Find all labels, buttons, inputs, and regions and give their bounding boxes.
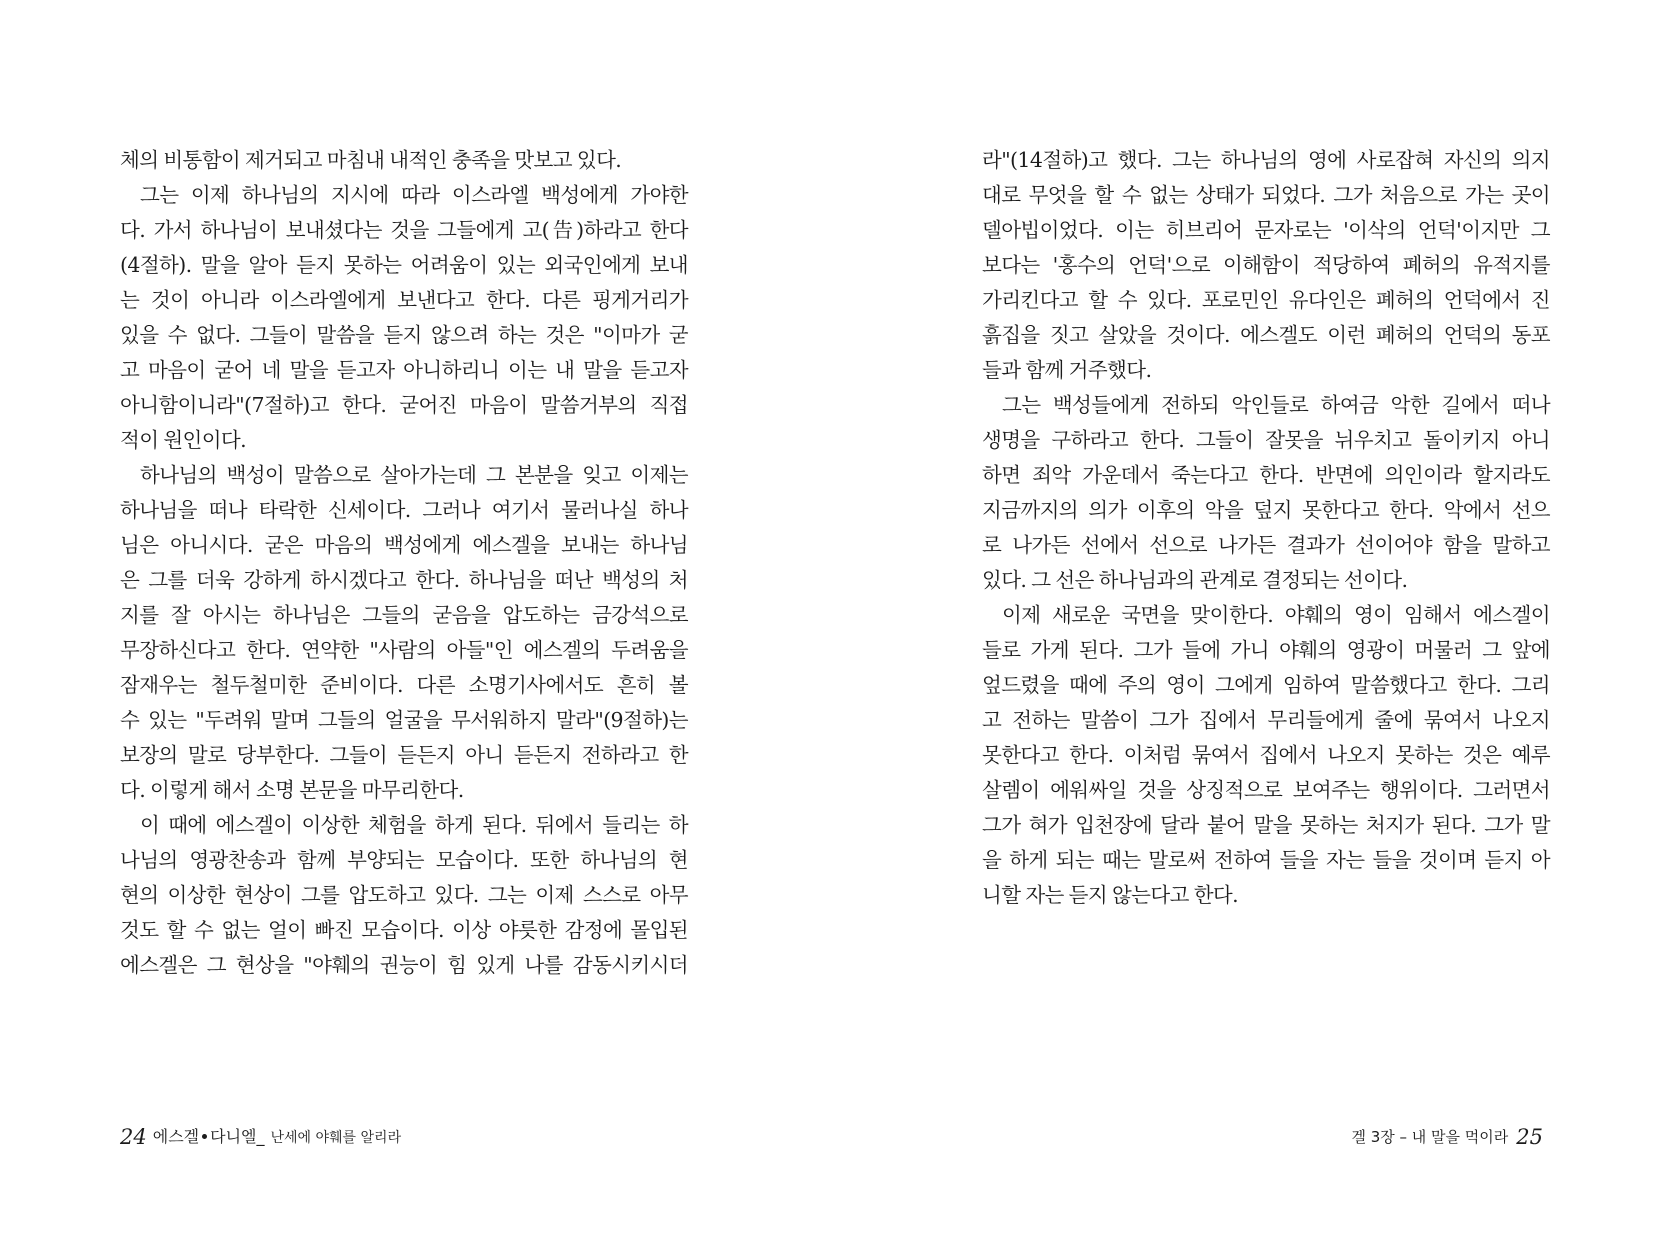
bullet-dot-icon [202, 1134, 207, 1139]
text-line: 생명을 구하라고 한다. 그들이 잘못을 뉘우치고 돌이키지 아니 [982, 428, 1550, 452]
text-line: 니할 자는 듣지 않는다고 한다. [982, 883, 1239, 907]
text-line: 이 때에 에스겔이 이상한 체험을 하게 된다. 뒤에서 들리는 하 [140, 813, 688, 837]
text-line: 님은 아니시다. 굳은 마음의 백성에게 에스겔을 보내는 하나님 [120, 533, 688, 557]
text-line: 은 그를 더욱 강하게 하시겠다고 한다. 하나님을 떠난 백성의 처 [120, 568, 688, 592]
book-title-part1: 에스겔 [152, 1127, 200, 1146]
text-line: 들과 함께 거주했다. [982, 358, 1152, 382]
text-line: 대로 무엇을 할 수 없는 상태가 되었다. 그가 처음으로 가는 곳이 [982, 183, 1550, 207]
text-line: 가리킨다고 할 수 있다. 포로민인 유다인은 폐허의 언덕에서 진 [982, 288, 1550, 312]
text-line: 라"(14절하)고 했다. 그는 하나님의 영에 사로잡혀 자신의 의지 [982, 148, 1550, 172]
chapter-title: 겔 3장 – 내 말을 먹이라 [1351, 1128, 1509, 1146]
text-line: 그는 백성들에게 전하되 악인들로 하여금 악한 길에서 떠나 [1002, 393, 1550, 417]
text-line: 보장의 말로 당부한다. 그들이 듣든지 아니 듣든지 전하라고 한 [120, 743, 688, 767]
text-line: 현의 이상한 현상이 그를 압도하고 있다. 그는 이제 스스로 아무 [120, 883, 688, 907]
page-number: 24 [120, 1125, 147, 1149]
text-line: 아니함이니라"(7절하)고 한다. 굳어진 마음이 말씀거부의 직접 [120, 393, 688, 417]
book-subtitle: 난세에 야훼를 알리라 [270, 1130, 402, 1146]
text-line: 수 있는 "두려워 말며 그들의 얼굴을 무서워하지 말라"(9절하)는 [120, 708, 688, 732]
text-line: 들로 가게 된다. 그가 들에 가니 야훼의 영광이 머물러 그 앞에 [982, 638, 1550, 662]
left-page-body [120, 143, 688, 983]
book-title [153, 1127, 265, 1146]
page-number: 25 [1516, 1125, 1543, 1149]
text-line: 적이 원인이다. [120, 428, 247, 452]
text-line: 을 하게 되는 때는 말로써 전하여 들을 자는 들을 것이며 듣지 아 [982, 848, 1550, 872]
text-line: 잠재우는 철두철미한 준비이다. 다른 소명기사에서도 흔히 볼 [120, 673, 688, 697]
right-page-footer [1351, 1124, 1543, 1150]
text-line: 고 마음이 굳어 네 말을 듣고자 아니하리니 이는 내 말을 듣고자 [120, 358, 688, 382]
text-line: 다. 가서 하나님이 보내셨다는 것을 그들에게 고(告)하라고 한다 [120, 218, 688, 242]
book-title-part2: 다니엘 [210, 1127, 257, 1146]
text-line: 엎드렸을 때에 주의 영이 그에게 임하여 말씀했다고 한다. 그리 [982, 673, 1550, 697]
text-line: 에스겔은 그 현상을 "야훼의 권능이 힘 있게 나를 감동시키시더 [120, 953, 688, 977]
text-line: 델아빕이었다. 이는 히브리어 문자로는 '이삭의 언덕'이지만 그 [982, 218, 1550, 242]
text-line: 그는 이제 하나님의 지시에 따라 이스라엘 백성에게 가야한 [140, 183, 688, 207]
text-line: 그가 혀가 입천장에 달라 붙어 말을 못하는 처지가 된다. 그가 말 [982, 813, 1550, 837]
left-page-footer [120, 1124, 401, 1151]
text-line: 흙집을 짓고 살았을 것이다. 에스겔도 이런 폐허의 언덕의 동포 [982, 323, 1550, 347]
text-line: 살렘이 에워싸일 것을 상징적으로 보여주는 행위이다. 그러면서 [982, 778, 1550, 802]
text-line: 지를 잘 아시는 하나님은 그들의 굳음을 압도하는 금강석으로 [120, 603, 688, 627]
text-line: 보다는 '홍수의 언덕'으로 이해함이 적당하여 폐허의 유적지를 [982, 253, 1550, 277]
text-line: 있을 수 없다. 그들이 말씀을 듣지 않으려 하는 것은 "이마가 굳 [120, 323, 688, 347]
text-line: 다. 이렇게 해서 소명 본문을 마무리한다. [120, 778, 464, 802]
text-line: 고 전하는 말씀이 그가 집에서 무리들에게 줄에 묶여서 나오지 [982, 708, 1550, 732]
text-line: 로 나가든 선에서 선으로 나가든 결과가 선이어야 함을 말하고 [982, 533, 1550, 557]
text-line: 것도 할 수 없는 얼이 빠진 모습이다. 이상 야릇한 감정에 몰입된 [120, 918, 688, 942]
text-line: 무장하신다고 한다. 연약한 "사람의 아들"인 에스겔의 두려움을 [120, 638, 688, 662]
text-line: 하면 죄악 가운데서 죽는다고 한다. 반면에 의인이라 할지라도 [982, 463, 1550, 487]
text-line: 못한다고 한다. 이처럼 묶여서 집에서 나오지 못하는 것은 예루 [982, 743, 1550, 767]
text-line: 지금까지의 의가 이후의 악을 덮지 못한다고 한다. 악에서 선으 [982, 498, 1550, 522]
right-page-body [982, 143, 1550, 913]
text-line: 는 것이 아니라 이스라엘에게 보낸다고 한다. 다른 핑게거리가 [120, 288, 688, 312]
text-line: (4절하). 말을 알아 듣지 못하는 어려움이 있는 외국인에게 보내 [120, 253, 688, 277]
text-line: 나님의 영광찬송과 함께 부양되는 모습이다. 또한 하나님의 현 [120, 848, 688, 872]
text-line: 이제 새로운 국면을 맞이한다. 야훼의 영이 임해서 에스겔이 [1002, 603, 1550, 627]
text-line: 하나님을 떠나 타락한 신세이다. 그러나 여기서 물러나실 하나 [120, 498, 688, 522]
title-separator: _ [256, 1127, 265, 1146]
text-line: 체의 비통함이 제거되고 마침내 내적인 충족을 맛보고 있다. [120, 148, 622, 172]
right-page [830, 0, 1660, 1253]
text-line: 하나님의 백성이 말씀으로 살아가는데 그 본분을 잊고 이제는 [140, 463, 688, 487]
text-line: 있다. 그 선은 하나님과의 관계로 결정되는 선이다. [982, 568, 1408, 592]
